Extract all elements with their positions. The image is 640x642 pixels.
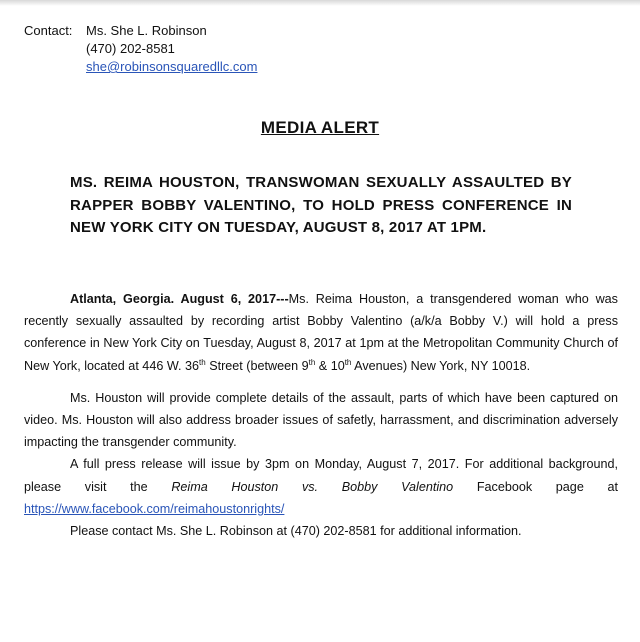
paragraph-press-release xyxy=(24,453,618,520)
headline: MS. REIMA HOUSTON, TRANSWOMAN SEXUALLY ASSAULTED BY RAPPER BOBBY VALENTINO, TO HOLD PRESS CONFERENCE IN NEW YORK CITY ON TUESDAY, AUGUST 8, 2017 AT 1PM. xyxy=(70,174,572,236)
paragraph-text: Street (between 9 xyxy=(205,358,309,373)
superscript: th xyxy=(308,357,316,367)
paragraph-contact: Please contact Ms. She L. Robinson at (470) 202-8581 for additional information. xyxy=(70,524,522,539)
facebook-link[interactable]: https://www.facebook.com/reimahoustonrights/ xyxy=(24,501,285,516)
paragraph-details: Ms. Houston will provide complete details of the assault, parts of which have been captured on video. Ms. Houston will also address broader issues of safetly, harrassment, and discrimination adversely impacting the transgender community. xyxy=(24,390,618,450)
paragraph-text: Facebook page at xyxy=(453,479,618,494)
paragraph-text: Ms. Reima Houston, a transgendered woman who was recently sexually assaulted by recording artist Bobby Valentino (a/k/a Bobby V.) will hold a press conference in New York City on Tuesday, August 8, 2017 at 1pm at the Metropolitan Community Church of New York, located at 446 W. 36 xyxy=(24,292,618,373)
facebook-page-name: Reima Houston vs. Bobby Valentino xyxy=(171,479,454,494)
contact-label: Contact: xyxy=(24,23,73,38)
contact-name: Ms. She L. Robinson xyxy=(86,23,207,38)
contact-block xyxy=(24,22,257,76)
document-title: MEDIA ALERT xyxy=(260,118,380,137)
superscript: th xyxy=(344,357,352,367)
dateline: Atlanta, Georgia. August 6, 2017--- xyxy=(70,292,289,306)
contact-email-link[interactable]: she@robinsonsquaredllc.com xyxy=(86,59,258,74)
superscript: th xyxy=(199,357,206,367)
paragraph-text: & 10 xyxy=(315,358,345,373)
top-edge-shadow xyxy=(0,0,640,6)
paragraph-announcement xyxy=(24,288,618,377)
paragraph-text: A full press release will issue by 3pm on Monday, August 7, 2017. For additional background, please visit the xyxy=(24,457,618,494)
paragraph-text: Avenues) New York, NY 10018. xyxy=(351,358,531,373)
body-text xyxy=(24,288,618,542)
contact-phone: (470) 202-8581 xyxy=(86,41,175,56)
